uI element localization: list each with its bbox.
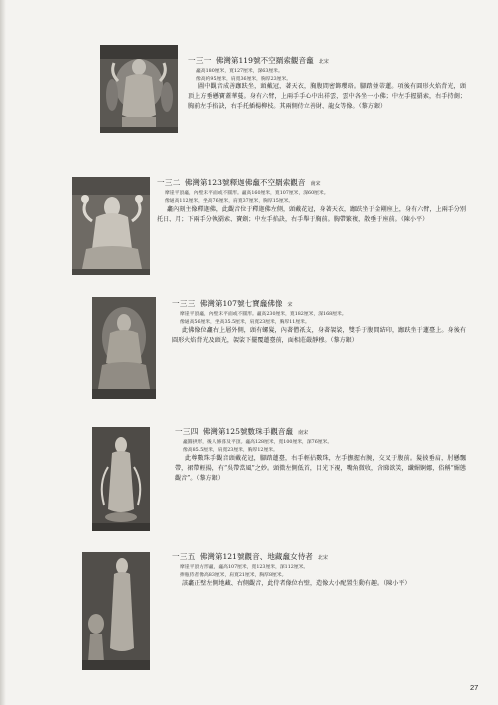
dynasty-label: 南宋 bbox=[298, 430, 309, 436]
dimension-line: 像高約95厘米，肩寬36厘米，胸厚23厘米。 bbox=[196, 77, 292, 82]
entry-description: 此尊數珠手觀音頭戴花冠，腳踏蓮臺，右手輕拈數珠，左手撫握右腕，交叉于腹前。髮披垂肩，肘懸飄帶，裙帶輕揚，有“吳帶當風”之妙。頭微左側低首，目光下視，嘴角微收，含睇欲笑，纖媚婀娜，俗稱“媚態觀音”。（黎方銀） bbox=[175, 455, 466, 482]
entry-title-text: 佛灣第123號釋迦佛龕不空羂索觀音 bbox=[184, 178, 306, 187]
entry-134 bbox=[175, 426, 466, 455]
photo-125-rosary-guanyin bbox=[92, 427, 150, 531]
dynasty-label: 南宋 bbox=[310, 181, 321, 187]
entry-description: 龕內刻主像釋迦佛，此觀音位于釋迦佛左側，頭戴花冠，身著天衣，跏趺坐于金剛座上，身有六臂，上兩手分別托日、月；下兩手分執羂索、寶劍；中左手掐訣，右手舉于胸前。胸帶繁複，散垂于座前。（陳小平） bbox=[157, 206, 466, 223]
dynasty-label: 北宋 bbox=[317, 555, 328, 561]
entry-133 bbox=[172, 298, 466, 327]
entry-title bbox=[157, 177, 466, 190]
dimension-line: 像通高56厘米，坐高35.5厘米，肩寬23厘米，胸厚11厘米。 bbox=[180, 320, 310, 325]
entry-title bbox=[188, 55, 466, 68]
page-number: 27 bbox=[470, 683, 479, 692]
entry-title bbox=[172, 298, 466, 311]
dimension-line: 摩崖平頂龕，內壁未平面或不圓形。龕高230厘米，寬182厘米，深168厘米。 bbox=[180, 312, 347, 317]
entry-title bbox=[172, 551, 466, 564]
entry-number: 一三一 bbox=[188, 56, 212, 65]
entry-description: 該龕正壁左側地藏、右側觀音，此侍者像位右壁，造像大小配置生動有趣。（陳小平） bbox=[182, 580, 411, 587]
entry-number: 一三四 bbox=[175, 427, 199, 436]
dimension-line: 摩崖平頂龕，內壁未平面或不圓形。龕高160厘米，寬107厘米，深60厘米。 bbox=[165, 191, 329, 196]
entry-131 bbox=[188, 55, 466, 84]
dimension-line: 龕圓拱形，後人修葺及平頂。龕高128厘米，寬100厘米，深76厘米。 bbox=[183, 440, 333, 445]
entry-title bbox=[175, 426, 466, 439]
entry-description: 圖中觀音成善跏趺坐，頭戴冠，著天衣，胸腹間密飾瓔珞。腳踏並蒂蓮。項後有圓形火焰背光，頭頂上方垂懸寶蓋華蔓。身有六臂，上兩手手心中出祥雲，雲中各坐一小佛；中左手握羂索，右手持劍；胸前左手掐訣，右手托插楊柳枝。其兩側侍立善財、龍女等像。（黎方銀） bbox=[188, 83, 466, 110]
entry-135 bbox=[172, 551, 466, 580]
dimension-line: 龕高180厘米，寬127厘米，深63厘米。 bbox=[196, 69, 283, 74]
entry-title-text: 佛灣第107號七寶龕佛像 bbox=[199, 299, 283, 308]
entry-number: 一三五 bbox=[172, 552, 196, 561]
page-binding-edge bbox=[0, 0, 6, 705]
dynasty-label: 北宋 bbox=[318, 59, 329, 65]
photo-107-buddha bbox=[92, 297, 156, 399]
entry-132 bbox=[157, 177, 466, 206]
entry-title-text: 佛灣第125號數珠手觀音龕 bbox=[202, 427, 294, 436]
dimension-line: 像高85.5厘米，肩寬23厘米，胸厚12厘米。 bbox=[183, 448, 278, 453]
dimension-line: 像通高112厘米，坐高76厘米，肩寬37厘米，胸厚15厘米。 bbox=[165, 199, 294, 204]
entry-number: 一三二 bbox=[157, 178, 181, 187]
dimension-line: 摩崖平頂方形龕，龕高107厘米，寬123厘米，深112厘米。 bbox=[180, 565, 309, 570]
entry-title-text: 佛灣第119號不空羂索觀音龕 bbox=[215, 56, 314, 65]
photo-119-avalokitesvara bbox=[100, 45, 178, 133]
entry-title-text: 佛灣第121號觀音、地藏龕女侍者 bbox=[199, 552, 313, 561]
photo-123-avalokitesvara bbox=[72, 177, 150, 275]
dimension-line: 捧瓶侍者像高83厘米，肩寬21厘米，胸厚8厘米。 bbox=[180, 573, 287, 578]
entry-description: 此佛像位龕右上層外側，頭有螺髮，內著僧祇支，身著袈裟，雙手于腹間結印，跏趺坐于蓮臺上。身後有圓形火焰背光及頭光，袈裟下擺覆蓮臺前，面相莊嚴靜穆。（黎方銀） bbox=[172, 327, 466, 344]
photo-121-attendant bbox=[82, 552, 150, 670]
dynasty-label: 宋 bbox=[287, 302, 293, 308]
entry-number: 一三三 bbox=[172, 299, 196, 308]
